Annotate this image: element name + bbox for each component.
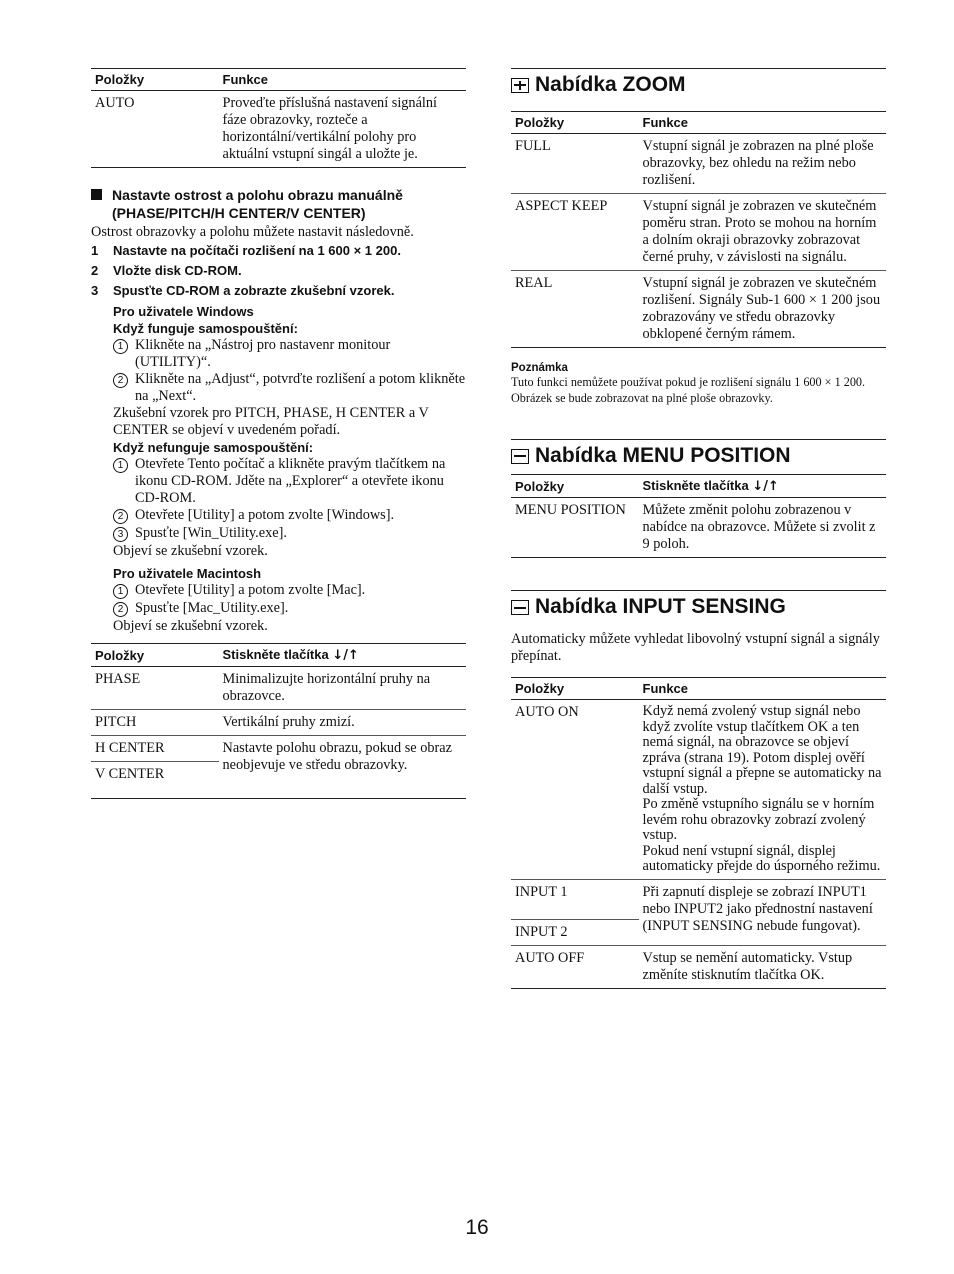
table-header: Položky xyxy=(511,112,639,134)
table-header: Položky xyxy=(91,644,219,667)
note-text: Tuto funkci nemůžete používat pokud je rozlišení signálu 1 600 × 1 200. Obrázek se bude zobrazovat na plné ploše obrazovky. xyxy=(511,375,866,405)
square-bullet-icon xyxy=(91,189,102,200)
windows-title: Pro uživatele Windows xyxy=(113,304,254,319)
right-column xyxy=(511,68,886,989)
table-row xyxy=(511,134,886,194)
table-header: Stiskněte tlačítka ↓/↑ xyxy=(219,644,467,667)
table-cell: AUTO ON xyxy=(511,700,639,880)
table-cell: ASPECT KEEP xyxy=(511,194,639,271)
note-title: Poznámka xyxy=(511,362,568,374)
table-row xyxy=(91,736,466,762)
list-item: 1 Klikněte na „Nástroj pro nastavenr monitour (UTILITY)“. xyxy=(91,337,466,371)
table-cell: PITCH xyxy=(91,710,219,736)
table-cell: PHASE xyxy=(91,667,219,710)
table-row xyxy=(91,91,466,168)
input-sensing-icon xyxy=(511,600,529,615)
menu-position-section-title: Nabídka MENU POSITION xyxy=(511,439,886,474)
table-cell: H CENTER xyxy=(91,736,219,762)
table-header: Položky xyxy=(91,69,219,91)
table-cell: AUTO OFF xyxy=(511,945,639,988)
phase-pitch-table xyxy=(91,643,466,799)
list-item: 2 Spusťte [Mac_Utility.exe]. xyxy=(91,600,466,618)
table-cell: Minimalizujte horizontální pruhy na obrazovce. xyxy=(219,667,467,710)
table-header: Položky xyxy=(511,475,639,498)
table-cell: INPUT 1 xyxy=(511,879,639,919)
zoom-icon xyxy=(511,78,529,93)
zoom-section-title: Nabídka ZOOM xyxy=(511,68,886,103)
table-row xyxy=(511,879,886,919)
step-1: 1 Nastavte na počítači rozlišení na 1 600 × 1 200. xyxy=(91,243,401,258)
table-row xyxy=(91,667,466,710)
table-header: Stiskněte tlačítka ↓/↑ xyxy=(639,475,887,498)
table-cell: Můžete změnit polohu zobrazenou v nabídce na obrazovce. Můžete si zvolit z 9 poloh. xyxy=(639,498,887,558)
table-cell: Když nemá zvolený vstup signál nebo když zvolíte vstup tlačítkem OK a ten nemá signál, na obrazovce se objeví zpráva (strana 19). Potom displej ověří vstupní signál a přepne se automaticky na další vstup. Po změně vstupního signálu se v horním levém rohu obrazovky zobrazí zvolený vstup. Pokud není vstupní signál, displej automaticky přejde do úsporného režimu. xyxy=(639,700,887,880)
list-item: 2 Otevřete [Utility] a potom zvolte [Windows]. xyxy=(91,507,466,525)
mac-after-text: Objeví se zkušební vzorek. xyxy=(113,618,268,634)
table-cell: V CENTER xyxy=(91,762,219,799)
table-cell: Vstupní signál je zobrazen ve skutečném poměru stran. Proto se mohou na horním a dolním okraji obrazovky zobrazovat černé pruhy, v závislosti na signálu. xyxy=(639,194,887,271)
table-cell: Vstup se nemění automaticky. Vstup změníte stisknutím tlačítka OK. xyxy=(639,945,887,988)
table-header: Položky xyxy=(511,678,639,700)
down-up-arrows-icon: ↓/↑ xyxy=(332,648,359,663)
table-cell: Vertikální pruhy zmizí. xyxy=(219,710,467,736)
list-item: 3 Spusťte [Win_Utility.exe]. xyxy=(91,525,466,543)
menu-position-table xyxy=(511,474,886,558)
table-header: Funkce xyxy=(219,69,467,91)
noauto-after-text: Objeví se zkušební vzorek. xyxy=(113,543,268,559)
table-header: Funkce xyxy=(639,112,887,134)
table-cell: MENU POSITION xyxy=(511,498,639,558)
table-cell: Při zapnutí displeje se zobrazí INPUT1 nebo INPUT2 jako přednostní nastavení (INPUT SENSING nebude fungovat). xyxy=(639,879,887,945)
step-2: 2 Vložte disk CD-ROM. xyxy=(91,263,242,278)
table-cell: Vstupní signál je zobrazen ve skutečném rozlišení. Signály Sub-1 600 × 1 200 jsou zobrazovány ve středu obrazovky obklopené černým rámem. xyxy=(639,271,887,348)
page-number: 16 xyxy=(465,1216,489,1239)
intro-text: Ostrost obrazovky a polohu můžete nastavit následovně. xyxy=(91,224,414,240)
down-up-arrows-icon: ↓/↑ xyxy=(752,479,779,494)
noauto-title: Když nefunguje samospouštění: xyxy=(113,440,314,455)
step-3: 3 Spusťte CD-ROM a zobrazte zkušební vzorek. xyxy=(91,283,395,298)
table-cell: REAL xyxy=(511,271,639,348)
table-cell: Proveďte příslušná nastavení signální fáze obrazovky, rozteče a horizontální/vertikální polohy pro aktuální vstupní singál a uložte je. xyxy=(219,91,467,168)
table-cell: Vstupní signál je zobrazen na plné ploše obrazovky, bez ohledu na režim nebo rozlišení. xyxy=(639,134,887,194)
table-row xyxy=(511,498,886,558)
auto-table xyxy=(91,68,466,168)
input-sensing-intro: Automaticky můžete vyhledat libovolný vstupní signál a signály přepínat. xyxy=(511,631,880,664)
table-cell: Nastavte polohu obrazu, pokud se obraz neobjevuje ve středu obrazovky. xyxy=(219,736,467,799)
table-row xyxy=(511,700,886,880)
zoom-table xyxy=(511,111,886,348)
list-item: 2 Klikněte na „Adjust“, potvrďte rozlišení a potom klikněte na „Next“. xyxy=(91,371,466,405)
table-cell: AUTO xyxy=(91,91,219,168)
table-row xyxy=(511,194,886,271)
auto-title: Když funguje samospouštění: xyxy=(113,321,298,336)
left-column xyxy=(91,68,466,799)
table-row xyxy=(91,710,466,736)
table-cell: INPUT 2 xyxy=(511,919,639,945)
table-row xyxy=(511,945,886,988)
input-sensing-section-title: Nabídka INPUT SENSING xyxy=(511,590,886,625)
input-sensing-table xyxy=(511,677,886,989)
menu-position-icon xyxy=(511,449,529,464)
manual-heading: Nastavte ostrost a polohu obrazu manuálně (PHASE/PITCH/H CENTER/V CENTER) xyxy=(91,186,466,222)
list-item: 1 Otevřete Tento počítač a klikněte pravým tlačítkem na ikonu CD-ROM. Jděte na „Explorer“ a otevřete ikonu CD-ROM. xyxy=(91,456,466,507)
auto-after-text: Zkušební vzorek pro PITCH, PHASE, H CENTER a V CENTER se objeví v uvedeném pořadí. xyxy=(113,405,429,438)
list-item: 1 Otevřete [Utility] a potom zvolte [Mac]. xyxy=(91,582,466,600)
mac-title: Pro uživatele Macintosh xyxy=(113,566,262,581)
table-header: Funkce xyxy=(639,678,887,700)
table-row xyxy=(511,271,886,348)
table-cell: FULL xyxy=(511,134,639,194)
